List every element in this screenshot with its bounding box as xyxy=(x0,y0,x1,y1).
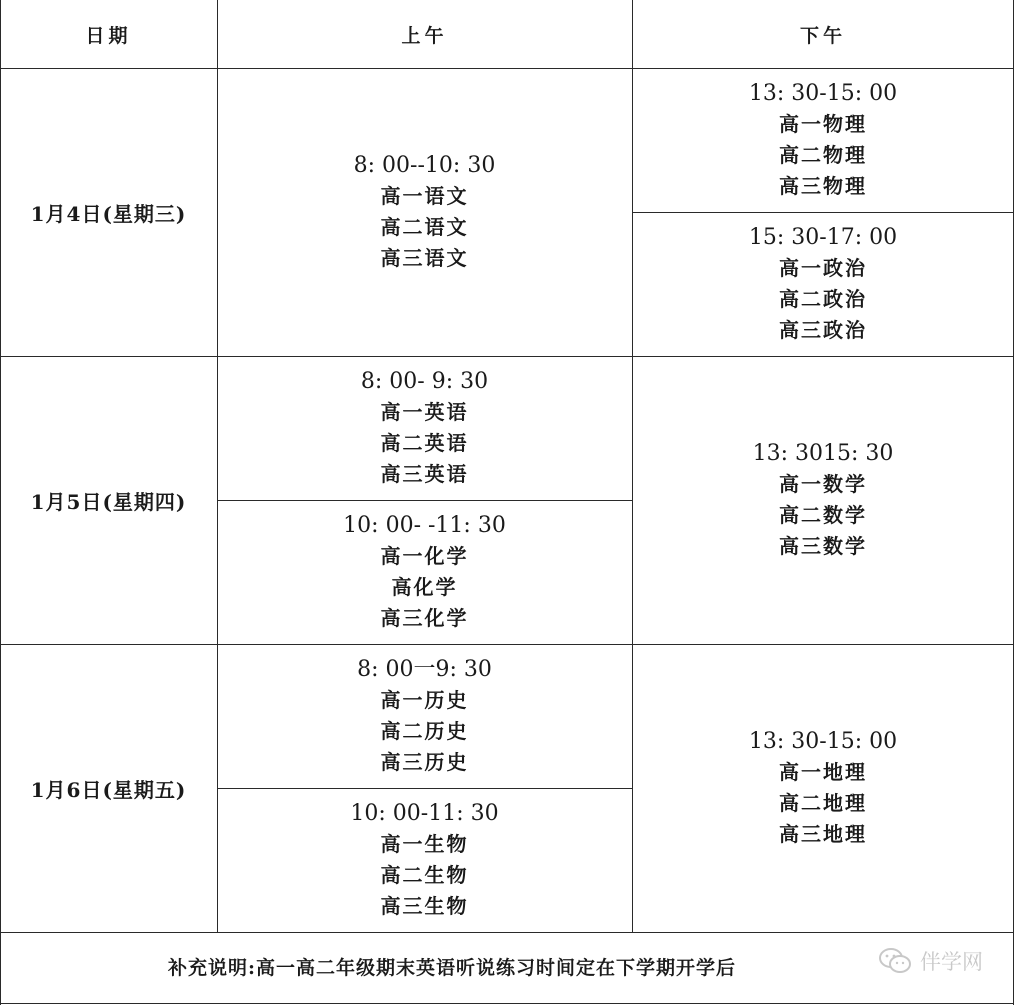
day-date: 1月5日(星期四) xyxy=(30,489,187,514)
day-date: 1月4日(星期三) xyxy=(30,201,187,226)
slot-subject: 高一地理 xyxy=(779,760,867,784)
slot-subject: 高化学 xyxy=(391,575,458,599)
exam-slot xyxy=(217,356,632,500)
slot-subject: 高三政治 xyxy=(779,318,867,342)
slot-subject: 高三语文 xyxy=(380,246,469,270)
header-afternoon: 下午 xyxy=(799,24,846,47)
watermark xyxy=(878,946,983,976)
slot-subject: 高三历史 xyxy=(380,750,469,774)
slot-subject: 高二生物 xyxy=(380,863,469,887)
watermark-text: 伴学网 xyxy=(920,950,983,974)
supplementary-note: 补充说明:高一高二年级期末英语听说练习时间定在下学期开学后 xyxy=(168,957,737,979)
slot-time: 8: 00- 9: 30 xyxy=(360,369,489,394)
slot-subject: 高一生物 xyxy=(380,832,469,856)
exam-slot xyxy=(217,788,632,932)
slot-time: 8: 00--10: 30 xyxy=(353,153,496,178)
slot-subject: 高二数学 xyxy=(779,503,867,527)
slot-subject: 高三化学 xyxy=(380,606,469,630)
slot-time: 15: 30-17: 00 xyxy=(748,225,898,250)
slot-subject: 高三物理 xyxy=(779,174,867,198)
slot-time: 10: 00-11: 30 xyxy=(350,801,499,826)
slot-subject: 高三英语 xyxy=(380,462,469,486)
slot-subject: 高一物理 xyxy=(779,112,867,136)
slot-subject: 高三地理 xyxy=(779,822,867,846)
day-date: 1月6日(星期五) xyxy=(30,777,187,802)
exam-slot xyxy=(217,500,632,644)
slot-subject: 高三生物 xyxy=(380,894,469,918)
slot-subject: 高一数学 xyxy=(779,472,867,496)
slot-subject: 高三数学 xyxy=(779,534,867,558)
slot-subject: 高一历史 xyxy=(380,688,469,712)
slot-subject: 高一政治 xyxy=(779,256,867,280)
slot-time: 13: 30-15: 00 xyxy=(748,81,898,106)
exam-slot xyxy=(217,68,632,356)
exam-slot xyxy=(217,644,632,788)
table-border-bottom xyxy=(0,1003,1014,1004)
exam-slot xyxy=(632,68,1014,212)
exam-slot xyxy=(632,356,1014,644)
slot-time: 13: 3015: 30 xyxy=(752,441,894,466)
slot-subject: 高二地理 xyxy=(779,791,867,815)
slot-subject: 高一语文 xyxy=(380,184,469,208)
slot-time: 10: 00- -11: 30 xyxy=(343,513,506,538)
exam-slot xyxy=(632,644,1014,932)
exam-slot xyxy=(632,212,1014,356)
slot-time: 8: 00一9: 30 xyxy=(357,657,492,682)
slot-subject: 高二物理 xyxy=(779,143,867,167)
header-morning: 上午 xyxy=(401,24,448,47)
row-divider-day3 xyxy=(0,932,1014,933)
slot-subject: 高一英语 xyxy=(380,400,469,424)
slot-subject: 高一化学 xyxy=(380,544,469,568)
slot-time: 13: 30-15: 00 xyxy=(748,729,898,754)
slot-subject: 高二英语 xyxy=(380,431,469,455)
slot-subject: 高二历史 xyxy=(380,719,469,743)
header-date: 日期 xyxy=(85,24,132,47)
slot-subject: 高二语文 xyxy=(380,215,469,239)
wechat-icon xyxy=(878,947,912,975)
slot-subject: 高二政治 xyxy=(779,287,867,311)
